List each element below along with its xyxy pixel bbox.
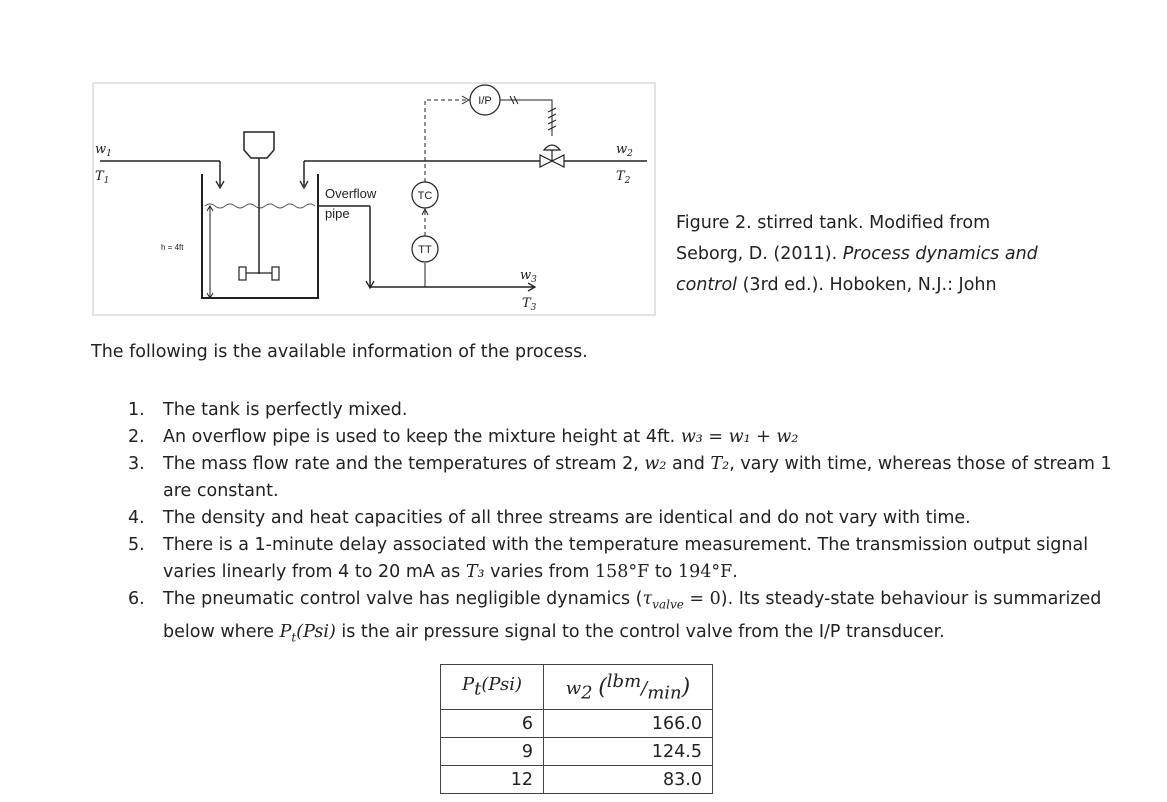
math-psi: (Psi) bbox=[296, 621, 336, 642]
header-w2-symbol: w bbox=[565, 677, 582, 699]
valve-actuator-icon bbox=[544, 145, 560, 150]
tc-ip-signal bbox=[425, 100, 468, 182]
tt-label: TT bbox=[418, 244, 432, 256]
liquid-surface bbox=[205, 204, 315, 208]
list-text: There is a 1-minute delay associated with the temperature measurement. The transmission output signal varies linearly from 4 to 20 mA as bbox=[163, 535, 1089, 582]
list-text: . bbox=[732, 562, 738, 582]
header-pt-unit: (Psi) bbox=[481, 674, 523, 696]
list-number: 1. bbox=[128, 400, 145, 420]
w2-label: $w_2$ bbox=[616, 142, 633, 159]
cell-pt: 12 bbox=[441, 766, 544, 794]
impeller-right bbox=[272, 267, 279, 280]
table-row bbox=[441, 738, 713, 766]
list-text: varies from bbox=[484, 562, 595, 582]
math-w2: w₂ bbox=[644, 454, 667, 474]
list-text: ). Its steady-state behaviour is summarized below where bbox=[163, 589, 1102, 642]
math-pt-sub: t bbox=[291, 630, 297, 644]
list-text: to bbox=[649, 562, 678, 582]
list-item bbox=[128, 397, 1138, 424]
t2-label: $T_2$ bbox=[616, 169, 631, 186]
caption-text-2: (3rd ed.). Hoboken, N.J.: John bbox=[737, 275, 997, 295]
math-temp-high: 194°F bbox=[677, 562, 733, 582]
list-item bbox=[128, 532, 1138, 586]
list-text: The tank is perfectly mixed. bbox=[163, 400, 408, 420]
list-text: is the air pressure signal to the control valve from the I/P transducer. bbox=[335, 621, 945, 642]
cell-pt: 6 bbox=[441, 710, 544, 738]
list-number: 6. bbox=[128, 589, 145, 609]
ip-label: I/P bbox=[478, 95, 492, 107]
list-text: The pneumatic control valve has negligible dynamics ( bbox=[163, 589, 643, 609]
valve-data-table bbox=[440, 664, 713, 794]
overflow-label-1: Overflow bbox=[325, 186, 377, 201]
cell-w2: 83.0 bbox=[544, 766, 713, 794]
list-text: and bbox=[666, 454, 711, 474]
header-pt-symbol: P bbox=[461, 674, 475, 696]
cell-pt: 9 bbox=[441, 738, 544, 766]
header-paren-close: ) bbox=[681, 674, 691, 700]
cell-w2: 166.0 bbox=[544, 710, 713, 738]
header-pt bbox=[441, 665, 544, 710]
header-slash: / bbox=[641, 677, 648, 699]
list-text: , vary with time, whereas those of stream 1 are constant. bbox=[163, 454, 1112, 501]
list-number: 4. bbox=[128, 508, 145, 528]
process-info-list bbox=[128, 397, 1138, 651]
table-row bbox=[441, 766, 713, 794]
math-tau-value: = 0 bbox=[683, 589, 721, 609]
t1-label: $T_1$ bbox=[95, 169, 110, 186]
pneumatic-signal bbox=[500, 100, 552, 136]
header-w2 bbox=[544, 665, 713, 710]
table-row bbox=[441, 710, 713, 738]
height-label: h = 4ft bbox=[161, 243, 184, 252]
list-text: The density and heat capacities of all three streams are identical and do not vary with time. bbox=[163, 508, 971, 528]
cell-w2: 124.5 bbox=[544, 738, 713, 766]
list-text: The mass flow rate and the temperatures of stream 2, bbox=[163, 454, 645, 474]
overflow-label-2: pipe bbox=[325, 206, 350, 221]
header-w2-sub: 2 bbox=[581, 682, 593, 704]
list-item bbox=[128, 424, 1138, 451]
mass-balance-equation: w₃ = w₁ + w₂ bbox=[680, 427, 799, 447]
t3-label: $T_3$ bbox=[522, 296, 537, 313]
process-diagram bbox=[92, 82, 656, 316]
math-t2: T₂ bbox=[710, 454, 730, 474]
header-unit-num: lbm bbox=[606, 670, 642, 692]
caption-book-title: Process dynamics and control bbox=[676, 244, 1038, 295]
tank-wall bbox=[202, 174, 318, 298]
header-unit-den: min bbox=[647, 682, 682, 704]
caption-text-1: Figure 2. stirred tank. Modified from Seborg, D. (2011). bbox=[676, 213, 991, 264]
math-pt: P bbox=[279, 621, 292, 642]
list-number: 5. bbox=[128, 535, 145, 555]
w3-label: $w_3$ bbox=[520, 268, 537, 285]
w1-label: $w_1$ bbox=[95, 142, 112, 159]
tc-label: TC bbox=[417, 190, 433, 202]
math-temp-low: 158°F bbox=[594, 562, 650, 582]
motor-icon bbox=[244, 132, 274, 158]
header-pt-sub: t bbox=[474, 678, 482, 700]
math-t3: T₃ bbox=[465, 562, 485, 582]
list-number: 3. bbox=[128, 454, 145, 474]
header-paren-open: ( bbox=[598, 674, 607, 700]
list-item bbox=[128, 451, 1138, 505]
list-text: An overflow pipe is used to keep the mixture height at 4ft. bbox=[163, 427, 681, 447]
impeller-left bbox=[239, 267, 246, 280]
figure-caption bbox=[676, 208, 1056, 301]
list-item bbox=[128, 505, 1138, 532]
intro-text: The following is the available information of the process. bbox=[91, 342, 588, 362]
list-number: 2. bbox=[128, 427, 145, 447]
list-item bbox=[128, 586, 1138, 651]
math-tau-sub: valve bbox=[652, 597, 684, 612]
math-tau: τ bbox=[642, 589, 653, 609]
table-header-row bbox=[441, 665, 713, 710]
